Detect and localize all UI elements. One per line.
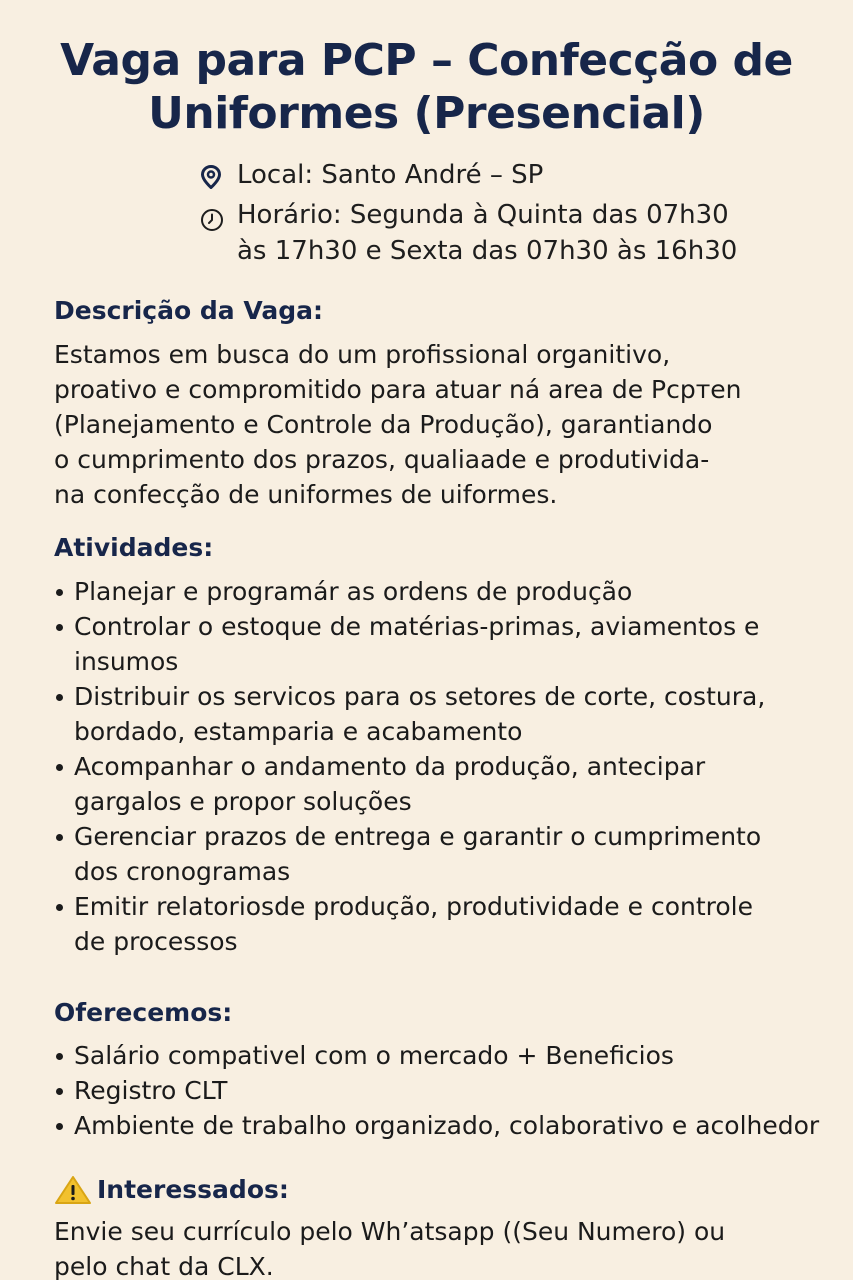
interested-line: pelo chat da CLX. [54, 1252, 274, 1280]
activities-heading: Atividades: [54, 533, 214, 562]
schedule-line-1: Horário: Segunda à Quinta das 07h30 [237, 200, 729, 230]
offers-heading: Oferecemos: [54, 998, 233, 1027]
schedule-line-2: às 17h30 e Sexta das 07h30 às 16h30 [237, 236, 738, 266]
warning-icon [54, 1175, 92, 1205]
interested-heading: Interessados: [97, 1175, 289, 1204]
description-line: o cumprimento dos prazos, qualiaade e produtivida- [54, 445, 710, 474]
interested-text [54, 1214, 725, 1280]
list-item: Gerenciar prazos de entrega e garantir o cumprimento dos cronogramas [54, 819, 765, 889]
page-title [0, 34, 853, 140]
description-line: (Planejamento e Controle da Produção), garantiando [54, 410, 713, 439]
description-line: proativo e compromitido para atuar ná area de Pcpтen [54, 375, 742, 404]
description-text [54, 337, 742, 512]
location-text: Local: Santo André – SP [237, 160, 544, 190]
list-item: Planejar e programár as ordens de produção [54, 574, 765, 609]
title-line-1: Vaga para PCP – Confecção de [60, 35, 793, 86]
description-heading: Descrição da Vaga: [54, 296, 323, 325]
description-line: Estamos em busca do um profissional organitivo, [54, 340, 671, 369]
list-item: Salário compativel com o mercado + Beneficios [54, 1038, 819, 1073]
list-item: Controlar o estoque de matérias-primas, aviamentos e insumos [54, 609, 765, 679]
list-item: Distribuir os servicos para os setores de corte, costura, bordado, estamparia e acabamento [54, 679, 765, 749]
description-line: na confecção de uniformes de uiformes. [54, 480, 558, 509]
clock-icon [200, 207, 222, 231]
activities-list [54, 574, 765, 959]
list-item: Acompanhar o andamento da produção, antecipar gargalos e propor soluções [54, 749, 765, 819]
list-item: Registro CLT [54, 1073, 819, 1108]
interested-line: Envie seu currículo pelo Wh’atsapp ((Seu Numero) ou [54, 1217, 726, 1246]
offers-list [54, 1038, 819, 1143]
list-item: Emitir relatoriosde produção, produtividade e controle de processos [54, 889, 765, 959]
location-pin-icon [200, 164, 222, 188]
list-item: Ambiente de trabalho organizado, colaborativo e acolhedor [54, 1108, 819, 1143]
title-line-2: Uniformes (Presencial) [148, 88, 705, 139]
